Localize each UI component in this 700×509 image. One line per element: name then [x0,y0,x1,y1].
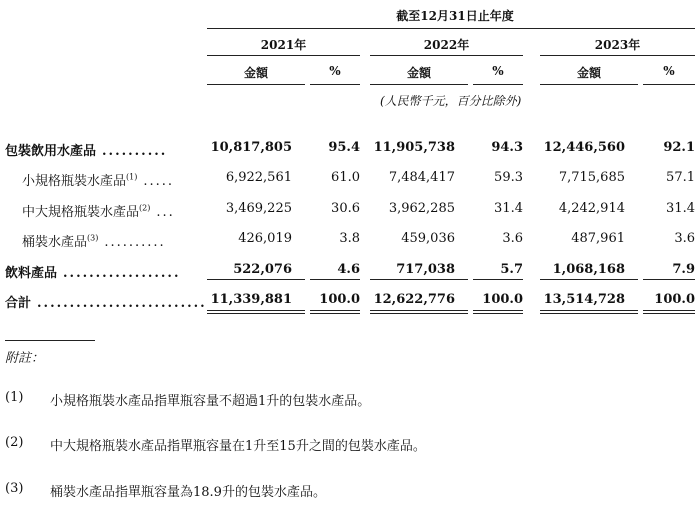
pct-cell: 100.0 [319,292,360,307]
footnote-ref: (1) [126,172,138,182]
row-label-beverage [5,262,180,281]
amount-cell: 12,446,560 [543,140,625,155]
pct-cell: 3.6 [502,231,523,246]
pct-cell: 61.0 [331,170,360,185]
amount-header-2023: 金額 [576,66,601,80]
amount-cell: 459,036 [401,231,455,246]
row-label-packaged-water [5,140,167,159]
row-label-text: 合計 [5,296,32,311]
leader-dots: .......... [102,144,168,159]
amount-header-2021: 金額 [243,66,268,80]
row-label-text: 飲料產品 [5,266,58,281]
total-double-rule-b2 [310,313,360,314]
year-2023-header: 2023年 [594,38,641,52]
pct-cell: 94.3 [491,140,523,155]
total-double-rule-d2 [473,313,523,314]
total-double-rule-e2 [540,313,638,314]
amount-cell: 13,514,728 [543,292,625,307]
amount-rule-2023 [540,84,638,85]
note-1-number: (1) [5,390,24,405]
row-label-text: 桶裝水產品 [22,235,88,250]
pct-cell: 30.6 [331,201,360,216]
row-label-barrel-water [22,231,166,250]
footnote-ref: (2) [139,203,151,213]
year-2022-header: 2022年 [423,38,470,52]
pct-header-2022: % [492,64,504,78]
pct-rule-2021 [310,84,360,85]
amount-cell: 11,905,738 [373,140,455,155]
year-2023-rule [540,55,695,56]
amount-cell: 3,469,225 [225,201,292,216]
amount-cell: 4,242,914 [558,201,625,216]
pct-cell: 57.1 [666,170,695,185]
subtotal-rule-amount-2023 [540,279,638,280]
pct-cell: 100.0 [482,292,523,307]
total-double-rule-d1 [473,310,523,311]
subtotal-rule-amount-2022 [370,279,468,280]
row-label-text: 小規格瓶裝水產品 [22,174,127,189]
amount-cell: 12,622,776 [373,292,455,307]
row-label-text: 包裝飲用水產品 [5,144,97,159]
amount-header-2022: 金額 [406,66,431,80]
note-3-text: 桶裝水產品指單瓶容量為18.9升的包裝水產品。 [50,485,326,500]
amount-cell: 487,961 [571,231,625,246]
leader-dots: ..... [143,174,175,189]
amount-rule-2021 [207,84,305,85]
pct-rule-2022 [473,84,523,85]
row-label-text: 中大規格瓶裝水產品 [22,205,140,220]
year-2021-rule [207,55,360,56]
total-double-rule-e1 [540,310,638,311]
year-2021-header: 2021年 [260,38,307,52]
amount-cell: 7,715,685 [558,170,625,185]
pct-rule-2023 [643,84,695,85]
amount-cell: 717,038 [396,262,455,277]
subtotal-rule-pct-2021 [310,279,360,280]
pct-cell: 3.8 [339,231,360,246]
pct-cell: 59.3 [494,170,523,185]
amount-rule-2022 [370,84,468,85]
row-label-total [5,292,207,311]
leader-dots: .......................... [37,296,207,311]
pct-cell: 3.6 [674,231,695,246]
note-2-number: (2) [5,435,24,450]
total-double-rule-f2 [643,313,695,314]
leader-dots: .......... [104,235,166,250]
pct-cell: 92.1 [663,140,695,155]
amount-cell: 426,019 [238,231,292,246]
pct-cell: 95.4 [328,140,360,155]
total-double-rule-c2 [370,313,468,314]
pct-cell: 5.7 [500,262,523,277]
row-label-medium-large-bottled [22,201,175,220]
pct-cell: 31.4 [666,201,695,216]
amount-cell: 11,339,881 [210,292,292,307]
pct-cell: 100.0 [654,292,695,307]
amount-cell: 522,076 [233,262,292,277]
pct-header-2021: % [329,64,341,78]
subtotal-rule-pct-2022 [473,279,523,280]
total-double-rule-c1 [370,310,468,311]
pct-header-2023: % [663,64,675,78]
row-label-small-bottled [22,170,174,189]
note-3-number: (3) [5,481,24,496]
pct-cell: 4.6 [337,262,360,277]
notes-rule [5,340,95,341]
unit-note: (人民幣千元，百分比除外) [380,94,522,108]
notes-heading: 附註： [5,351,45,366]
pct-cell: 31.4 [494,201,523,216]
total-double-rule-a2 [207,313,305,314]
amount-cell: 3,962,285 [388,201,455,216]
amount-cell: 6,922,561 [225,170,292,185]
note-1-text: 小規格瓶裝水產品指單瓶容量不超過1升的包裝水產品。 [50,394,371,409]
subtotal-rule-pct-2023 [643,279,695,280]
footnote-ref: (3) [87,233,99,243]
amount-cell: 1,068,168 [552,262,625,277]
amount-cell: 7,484,417 [388,170,455,185]
pct-cell: 7.9 [672,262,695,277]
total-double-rule-f1 [643,310,695,311]
amount-cell: 10,817,805 [210,140,292,155]
note-2-text: 中大規格瓶裝水產品指單瓶容量在1升至15升之間的包裝水產品。 [50,439,426,454]
period-header: 截至12月31日止年度 [396,9,514,23]
leader-dots: ... [156,205,175,220]
total-double-rule-b1 [310,310,360,311]
total-double-rule-a1 [207,310,305,311]
subtotal-rule-amount-2021 [207,279,305,280]
year-2022-rule [370,55,523,56]
leader-dots: .................. [63,266,181,281]
period-header-rule [207,28,695,29]
